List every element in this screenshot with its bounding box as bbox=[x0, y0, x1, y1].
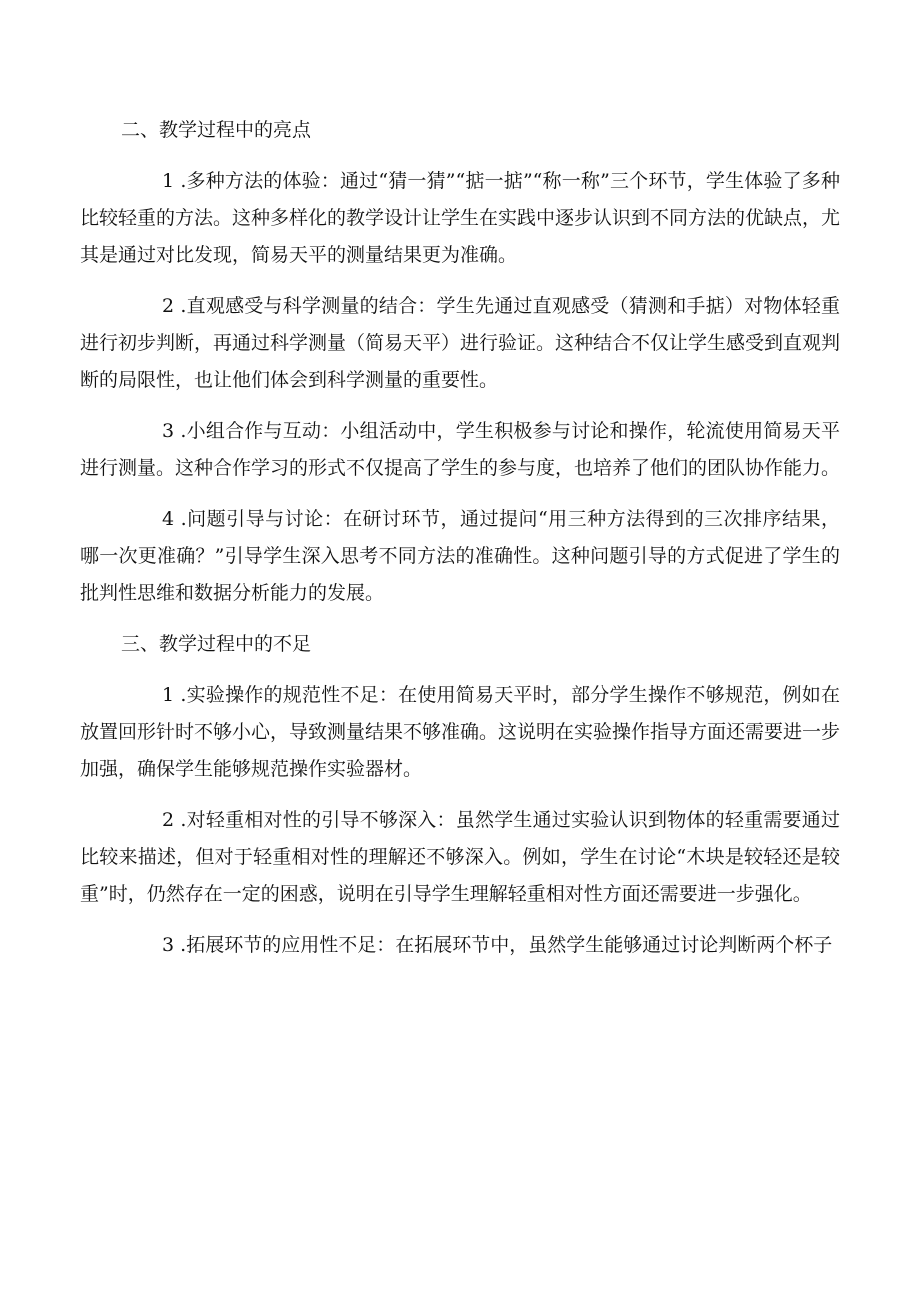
paragraph-text: 多种方法的体验：通过“猜一猜”“掂一掂”“称一称”三个环节，学生体验了多种比较轻重的方法。这种多样化的教学设计让学生在实践中逐步认识到不同方法的优缺点，尤其是通过对比发现，简易天平的测量结果更为准确。 bbox=[80, 170, 841, 266]
section-heading-highlights: 二、教学过程中的亮点 bbox=[121, 119, 312, 141]
paragraph-number: 1 bbox=[162, 170, 175, 192]
paragraph-number: 3 bbox=[162, 420, 175, 442]
paragraph-text: 拓展环节的应用性不足：在拓展环节中，虽然学生能够通过讨论判断两个杯子 bbox=[186, 934, 833, 956]
paragraph-highlight-3: 3 .小组合作与互动：小组活动中，学生积极参与讨论和操作，轮流使用简易天平进行测量。这种合作学习的形式不仅提高了学生的参与度，也培养了他们的团队协作能力。 bbox=[80, 413, 840, 487]
paragraph-highlight-1: 1 .多种方法的体验：通过“猜一猜”“掂一掂”“称一称”三个环节，学生体验了多种比较轻重的方法。这种多样化的教学设计让学生在实践中逐步认识到不同方法的优缺点，尤其是通过对比发现，简易天平的测量结果更为准确。 bbox=[80, 163, 840, 274]
paragraph-shortcoming-1: 1 .实验操作的规范性不足：在使用简易天平时，部分学生操作不够规范，例如在放置回形针时不够小心，导致测量结果不够准确。这说明在实验操作指导方面还需要进一步加强，确保学生能够规范操作实验器材。 bbox=[80, 677, 840, 788]
paragraph-number: 1 bbox=[162, 684, 175, 706]
document-page bbox=[80, 112, 840, 978]
paragraph-number: 3 bbox=[162, 934, 175, 956]
paragraph-number: 4 bbox=[162, 508, 175, 530]
paragraph-text: 对轻重相对性的引导不够深入：虽然学生通过实验认识到物体的轻重需要通过比较来描述，但对于轻重相对性的理解还不够深入。例如，学生在讨论“木块是较轻还是较重”时，仍然存在一定的困惑，说明在引导学生理解轻重相对性方面还需要进一步强化。 bbox=[80, 809, 840, 905]
paragraph-text: 小组合作与互动：小组活动中，学生积极参与讨论和操作，轮流使用简易天平进行测量。这种合作学习的形式不仅提高了学生的参与度，也培养了他们的团队协作能力。 bbox=[80, 420, 841, 479]
paragraph-shortcoming-2: 2 .对轻重相对性的引导不够深入：虽然学生通过实验认识到物体的轻重需要通过比较来描述，但对于轻重相对性的理解还不够深入。例如，学生在讨论“木块是较轻还是较重”时，仍然存在一定的困惑，说明在引导学生理解轻重相对性方面还需要进一步强化。 bbox=[80, 802, 840, 913]
paragraph-text: 问题引导与讨论：在研讨环节，通过提问“用三种方法得到的三次排序结果，哪一次更准确？”引导学生深入思考不同方法的准确性。这种问题引导的方式促进了学生的批判性思维和数据分析能力的发展。 bbox=[80, 508, 840, 604]
paragraph-highlight-4: 4 .问题引导与讨论：在研讨环节，通过提问“用三种方法得到的三次排序结果，哪一次更准确？”引导学生深入思考不同方法的准确性。这种问题引导的方式促进了学生的批判性思维和数据分析能力的发展。 bbox=[80, 501, 840, 612]
paragraph-number: 2 bbox=[162, 295, 175, 317]
paragraph-text: 实验操作的规范性不足：在使用简易天平时，部分学生操作不够规范，例如在放置回形针时不够小心，导致测量结果不够准确。这说明在实验操作指导方面还需要进一步加强，确保学生能够规范操作实验器材。 bbox=[80, 684, 841, 780]
paragraph-highlight-2: 2 .直观感受与科学测量的结合：学生先通过直观感受（猜测和手掂）对物体轻重进行初步判断，再通过科学测量（简易天平）进行验证。这种结合不仅让学生感受到直观判断的局限性，也让他们体会到科学测量的重要性。 bbox=[80, 288, 840, 399]
paragraph-shortcoming-3: 3 .拓展环节的应用性不足：在拓展环节中，虽然学生能够通过讨论判断两个杯子 bbox=[80, 927, 840, 964]
paragraph-text: 直观感受与科学测量的结合：学生先通过直观感受（猜测和手掂）对物体轻重进行初步判断，再通过科学测量（简易天平）进行验证。这种结合不仅让学生感受到直观判断的局限性，也让他们体会到科学测量的重要性。 bbox=[80, 295, 841, 391]
section-heading-shortcomings: 三、教学过程中的不足 bbox=[121, 633, 312, 655]
paragraph-number: 2 bbox=[162, 809, 175, 831]
